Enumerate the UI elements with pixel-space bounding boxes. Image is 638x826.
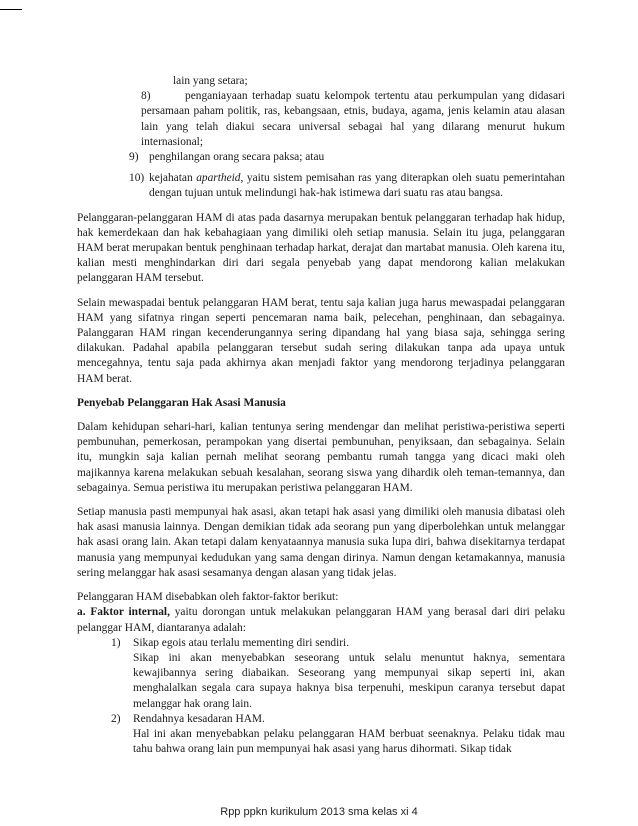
list-item-10-number: 10)	[129, 172, 145, 185]
list-item-7-text: lain yang setara;	[173, 75, 248, 87]
list-item-10	[77, 171, 565, 201]
section-heading: Penyebab Pelanggaran Hak Asasi Manusia	[77, 396, 286, 409]
paragraph-5-intro: Pelanggaran HAM disebabkan oleh faktor-faktor berikut:	[77, 591, 339, 604]
list-item-7-continuation	[77, 74, 565, 89]
list-item-10-text	[149, 171, 565, 201]
page-footer: Rpp ppkn kurikulum 2013 sma kelas xi 4	[220, 806, 418, 818]
list-item-8	[77, 89, 565, 150]
list-item-10-emphasis: apartheid	[196, 172, 241, 185]
list-item-8-text: penganiayaan terhadap suatu kelompok tertentu atau perkumpulan yang didasari persamaan paham politik, ras, kebangsaan, etnis, budaya, agama, jenis kelamin atau alasan lain yang telah diakui secara universal sebagai hal yang dilarang menurut hukum internasional;	[141, 90, 565, 148]
list-item-8-number: 8)	[141, 90, 151, 103]
list-item-9	[77, 150, 565, 165]
factor-a-text: yaitu dorongan untuk melakukan pelanggaran HAM yang berasal dari diri pelaku pelanggar HAM, diantaranya adalah:	[77, 606, 566, 634]
sub-item-2-number: 2)	[111, 712, 121, 725]
sub-item-2-title: Rendahnya kesadaran HAM.	[133, 712, 265, 725]
sub-item-1	[77, 636, 565, 651]
factor-a	[77, 605, 565, 635]
sub-item-1-title: Sikap egois atau terlalu mementing diri sendiri.	[133, 636, 350, 649]
corner-rule	[0, 9, 22, 10]
paragraph-3: Dalam kehidupan sehari-hari, kalian tentunya sering mendengar dan melihat peristiwa-peristiwa seperti pembunuhan, pemerkosan, perampokan yang disertai pembunuhan, penyiksaan, dan sebagainya. Selain itu, mungkin saja kalian pernah melihat seorang pembantu rumah tangga yang dicaci maki oleh majikannya karena melakukan sebuah kesalahan, seorang siswa yang dihardik oleh teman-temannya, dan sebagainya. Semua peristiwa itu merupakan peristiwa pelanggaran HAM.	[77, 421, 565, 494]
sub-item-2-text: Hal ini akan menyebabkan pelaku pelanggaran HAM berbuat seenaknya. Pelaku tidak mau tahu bahwa orang lain pun mempunyai hak asasi yang harus dihormati. Sikap tidak	[133, 727, 565, 756]
sub-item-1-text: Sikap ini akan menyebabkan seseorang untuk selalu menuntut haknya, sementara kewajibannya sering diabaikan. Seseorang yang mempunyai sikap seperti ini, akan menghalalkan segala cara supaya haknya bisa terpenuhi, meskipun caranya tersebut dapat melanggar hak orang lain.	[133, 651, 565, 710]
list-item-10-post: , yaitu sistem pemisahan ras yang diterapkan oleh suatu pemerintahan dengan tujuan untuk melindungi hak-hak istimewa dari suatu ras atau bangsa.	[149, 172, 565, 200]
document-page	[77, 74, 565, 757]
list-item-10-pre: kejahatan	[149, 172, 197, 185]
sub-item-2	[77, 712, 565, 727]
list-item-9-number: 9)	[129, 151, 139, 164]
factor-a-label: a. Faktor internal,	[77, 606, 170, 619]
paragraph-2: Selain mewaspadai bentuk pelanggaran HAM berat, tentu saja kalian juga harus mewaspadai pelanggaran HAM yang sifatnya ringan seperti pencemaran nama baik, pelecehan, penghinaan, dan sebagainya. Palanggaran HAM ringan kecenderungannya sering dipandang hal yang biasa saja, sehingga sering dilakukan. Padahal apabila pelanggaran tersebut sudah sering dilakukan tanpa ada upaya untuk mencegahnya, tentu saja pada akhirnya akan menjadi faktor yang mendorong terjadinya pelanggaran HAM berat.	[77, 296, 565, 385]
paragraph-1: Pelanggaran-pelanggaran HAM di atas pada dasarnya merupakan bentuk pelanggaran terhadap hak hidup, hak kemerdekaan dan hak kebahagiaan yang dimiliki oleh setiap manusia. Selain itu juga, pelanggaran HAM berat merupakan bentuk penghinaan terhadap harkat, derajat dan martabat manusia. Oleh karena itu, kalian mesti menghindarkan diri dari segala penyebab yang dapat mendorong kalian melakukan pelanggaran HAM tersebut.	[77, 211, 565, 285]
sub-item-1-number: 1)	[111, 636, 121, 649]
paragraph-4: Setiap manusia pasti mempunyai hak asasi, akan tetapi hak asasi yang dimiliki oleh manusia dibatasi oleh hak asasi manusia lainnya. Dengan demikian tidak ada seorang pun yang diperbolehkan untuk melanggar hak asasi orang lain. Akan tetapi dalam kenyataannya manusia suka lupa diri, bahwa disekitarnya terdapat manusia yang mempunyai kedudukan yang sama dengan dirinya. Namun dengan ketamakannya, manusia sering melanggar hak asasi sesamanya dengan alasan yang tidak jelas.	[77, 506, 565, 579]
list-item-9-text: penghilangan orang secara paksa; atau	[149, 151, 325, 164]
